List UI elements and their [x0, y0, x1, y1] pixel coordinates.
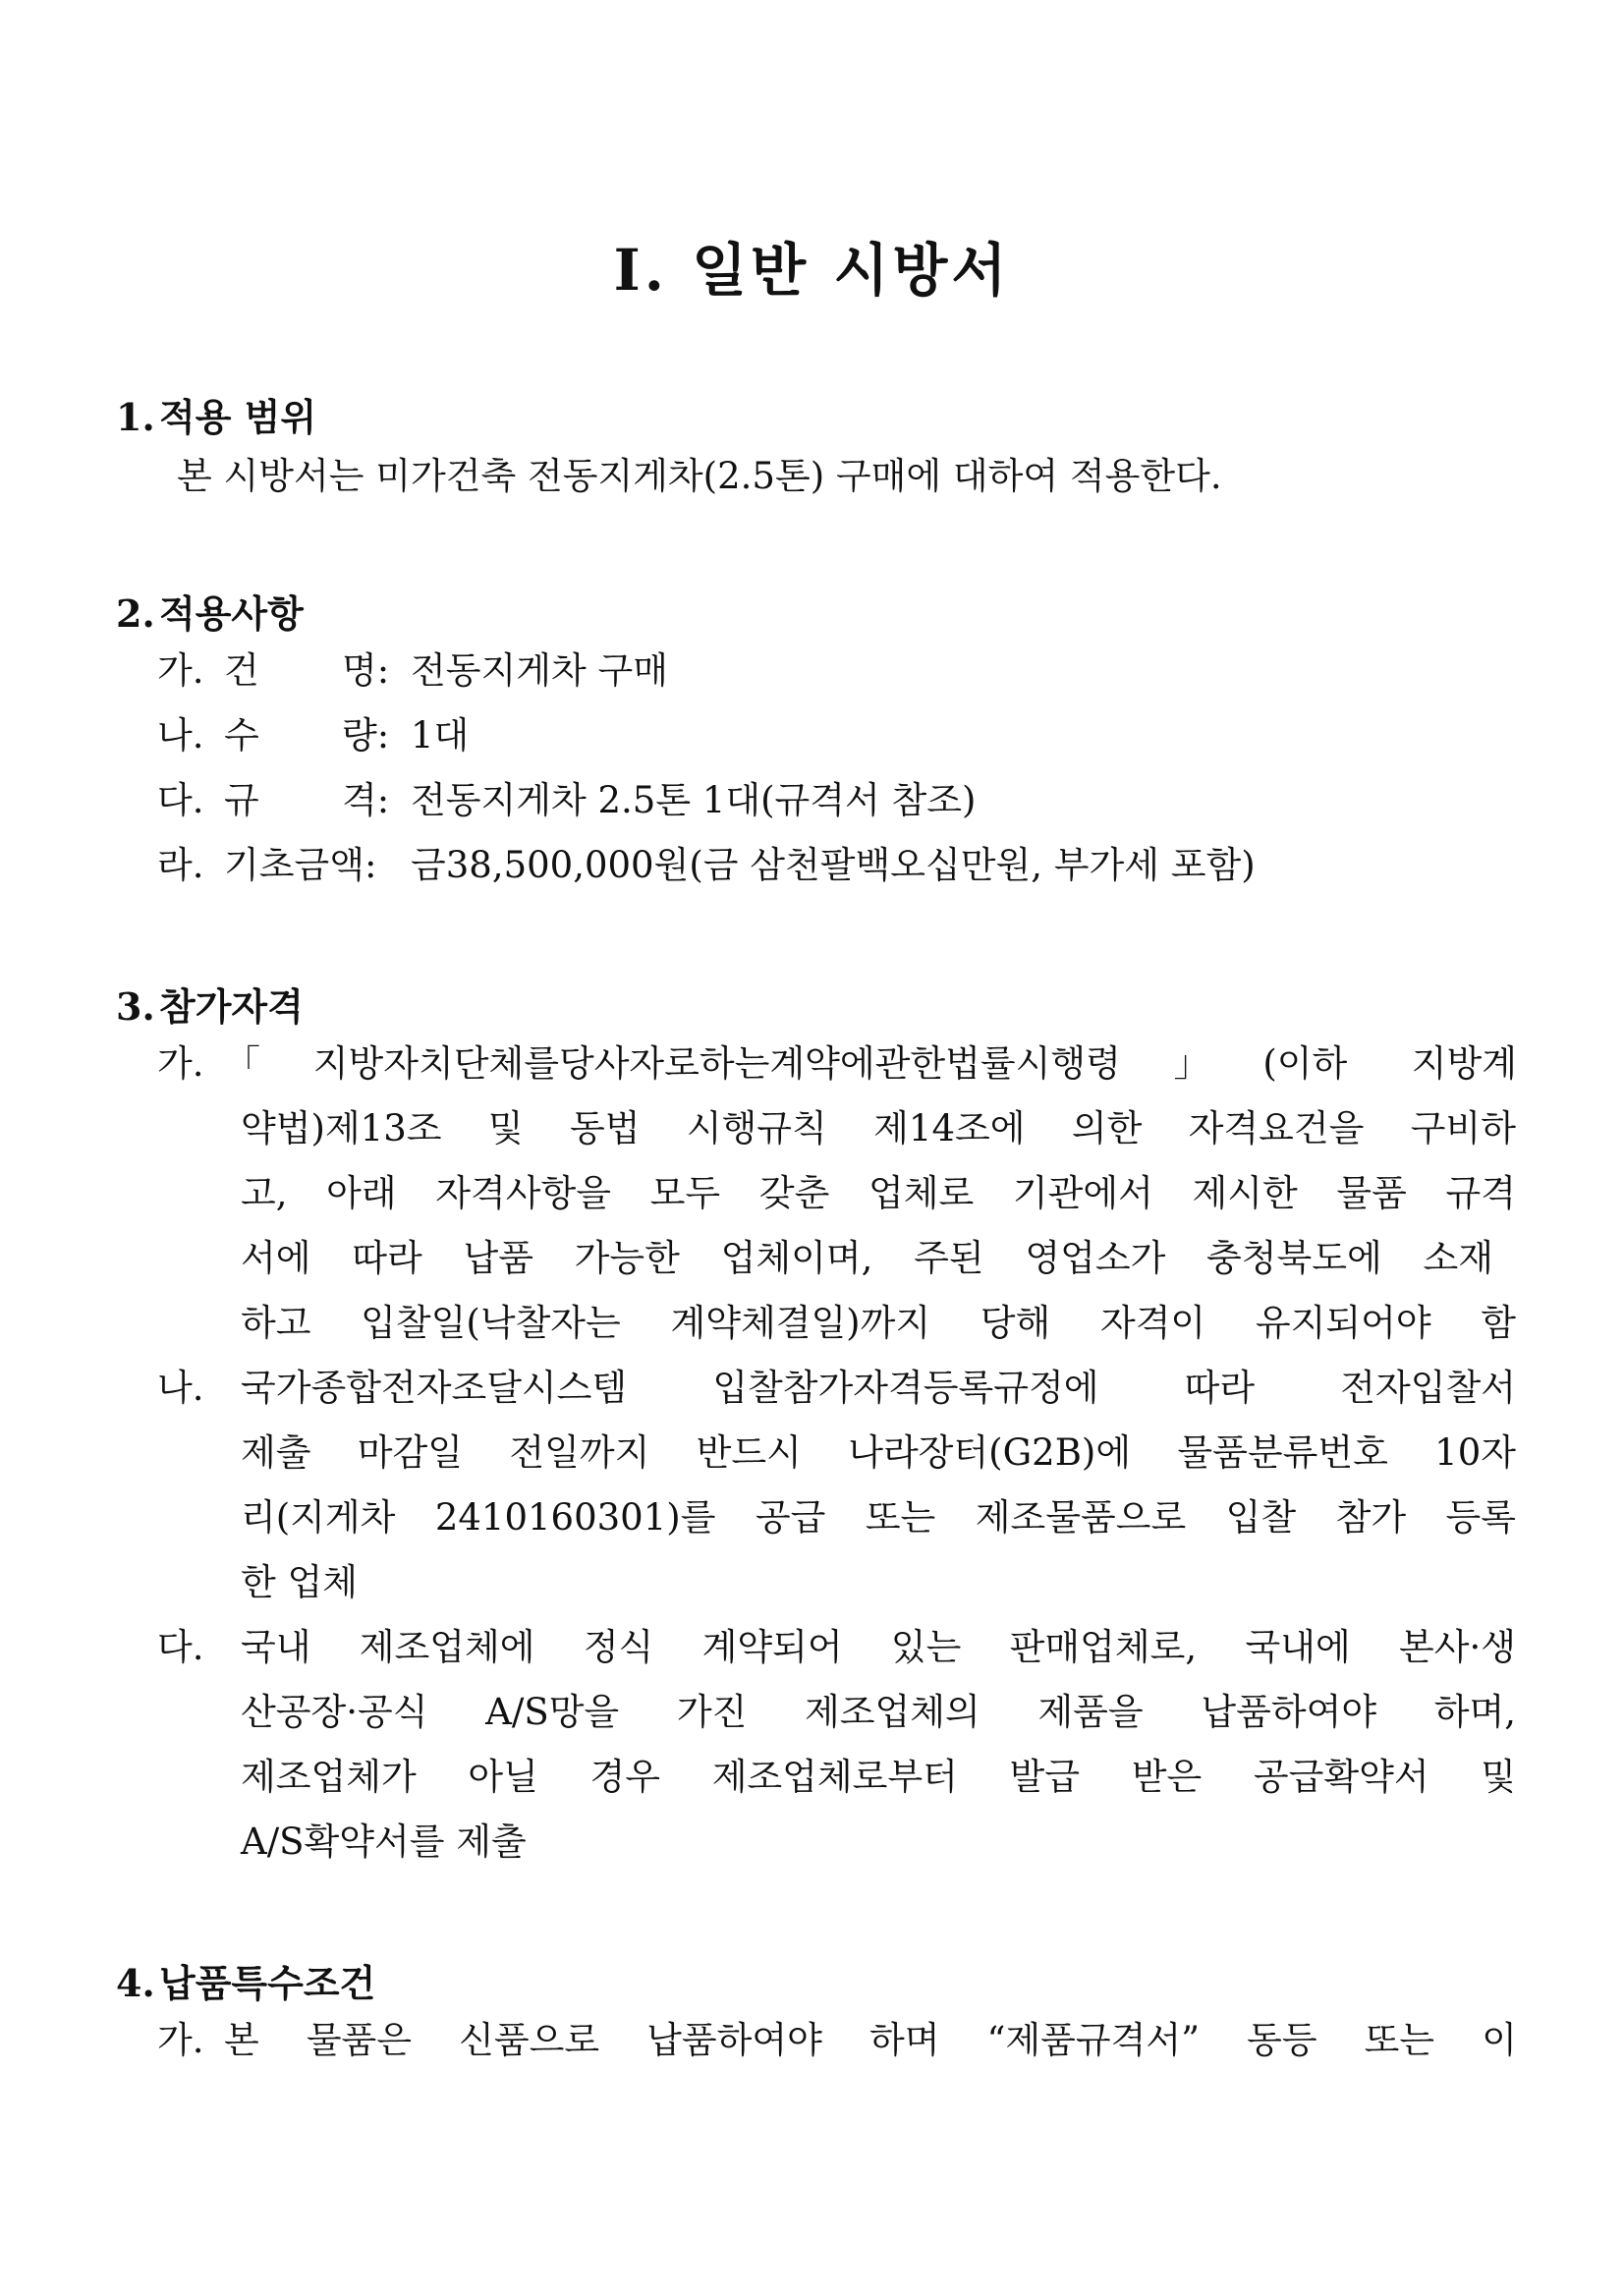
section-heading: [116, 977, 304, 1031]
list-item-marker-line: [157, 1626, 224, 1668]
paragraph-line: 「지방자치단체를당사자로하는계약에관한법률시행령」(이하 지방계: [224, 1042, 1517, 1085]
item-value: 1대: [411, 714, 470, 756]
section-heading: [116, 584, 304, 638]
paragraph-line: 고, 아래 자격사항을 모두 갖춘 업체로 기관에서 제시한 물품 규격: [241, 1172, 1516, 1214]
paragraph-line: 국가종합전자조달시스템 입찰참가자격등록규정에 따라 전자입찰서: [241, 1367, 1516, 1409]
paragraph-line: 산공장·공식 A/S망을 가진 제조업체의 제품을 납품하여야 하며,: [241, 1691, 1516, 1733]
list-item-marker-line: [157, 2019, 224, 2061]
paragraph-line: 본 물품은 신품으로 납품하여야 하며 “제품규격서” 동등 또는 이: [224, 2019, 1517, 2061]
paragraph-line: 한 업체: [241, 1561, 358, 1603]
item-value: 전동지게차 구매: [411, 649, 668, 692]
list-item: [157, 844, 1256, 886]
item-label-a: 규: [224, 779, 259, 821]
paragraph-line: 하고 입찰일(낙찰자는 계약체결일)까지 당해 자격이 유지되어야 함: [241, 1302, 1516, 1344]
item-marker: 가.: [157, 649, 204, 692]
paragraph-line: 약법)제13조 및 동법 시행규칙 제14조에 의한 자격요건을 구비하: [241, 1107, 1516, 1149]
paragraph-line: 제출 마감일 전일까지 반드시 나라장터(G2B)에 물품분류번호 10자: [241, 1431, 1516, 1474]
paragraph-line: 제조업체가 아닐 경우 제조업체로부터 발급 받은 공급확약서 및: [241, 1756, 1516, 1798]
list-item-marker-line: [157, 1367, 224, 1409]
section-title: 적용 범위: [159, 395, 317, 439]
paragraph-line: A/S확약서를 제출: [241, 1820, 527, 1863]
item-label: 기초금액:: [224, 844, 377, 886]
item-marker: 다.: [157, 1626, 204, 1668]
section-title: 납품특수조건: [159, 1961, 376, 2005]
paragraph-line: 리(지게차 2410160301)를 공급 또는 제조물품으로 입찰 참가 등록: [241, 1496, 1516, 1539]
item-marker: 가.: [157, 1042, 204, 1085]
section-title: 참가자격: [159, 984, 304, 1029]
list-item: [157, 779, 977, 821]
item-marker: 나.: [157, 714, 204, 756]
list-item: [157, 714, 470, 756]
paragraph-line: 서에 따라 납품 가능한 업체이며, 주된 영업소가 충청북도에 소재: [241, 1237, 1493, 1279]
item-label-b: 명:: [342, 649, 390, 692]
section-title: 적용사항: [159, 591, 304, 636]
item-label-a: 건: [224, 649, 259, 692]
item-label-b: 량:: [342, 714, 390, 756]
item-marker: 나.: [157, 1367, 204, 1409]
section-heading: [116, 1953, 375, 2007]
list-item: [157, 649, 668, 692]
page-title: I. 일반 시방서: [613, 237, 1011, 304]
list-item-marker-line: [157, 1042, 224, 1085]
section-number: 4.: [116, 1961, 155, 2005]
item-value: 전동지게차 2.5톤 1대(규격서 참조): [411, 779, 977, 821]
section-number: 3.: [116, 984, 155, 1029]
paragraph: 본 시방서는 미가건축 전동지게차(2.5톤) 구매에 대하여 적용한다.: [177, 455, 1222, 497]
section-heading: [116, 387, 316, 441]
item-label-b: 격:: [342, 779, 390, 821]
item-marker: 가.: [157, 2019, 204, 2061]
section-number: 1.: [116, 395, 155, 439]
item-marker: 다.: [157, 779, 204, 821]
item-label-a: 수: [224, 714, 259, 756]
item-marker: 라.: [157, 844, 204, 886]
item-value: 금38,500,000원(금 삼천팔백오십만원, 부가세 포함): [411, 844, 1256, 886]
section-number: 2.: [116, 591, 155, 636]
paragraph-line: 국내 제조업체에 정식 계약되어 있는 판매업체로, 국내에 본사·생: [241, 1626, 1516, 1668]
